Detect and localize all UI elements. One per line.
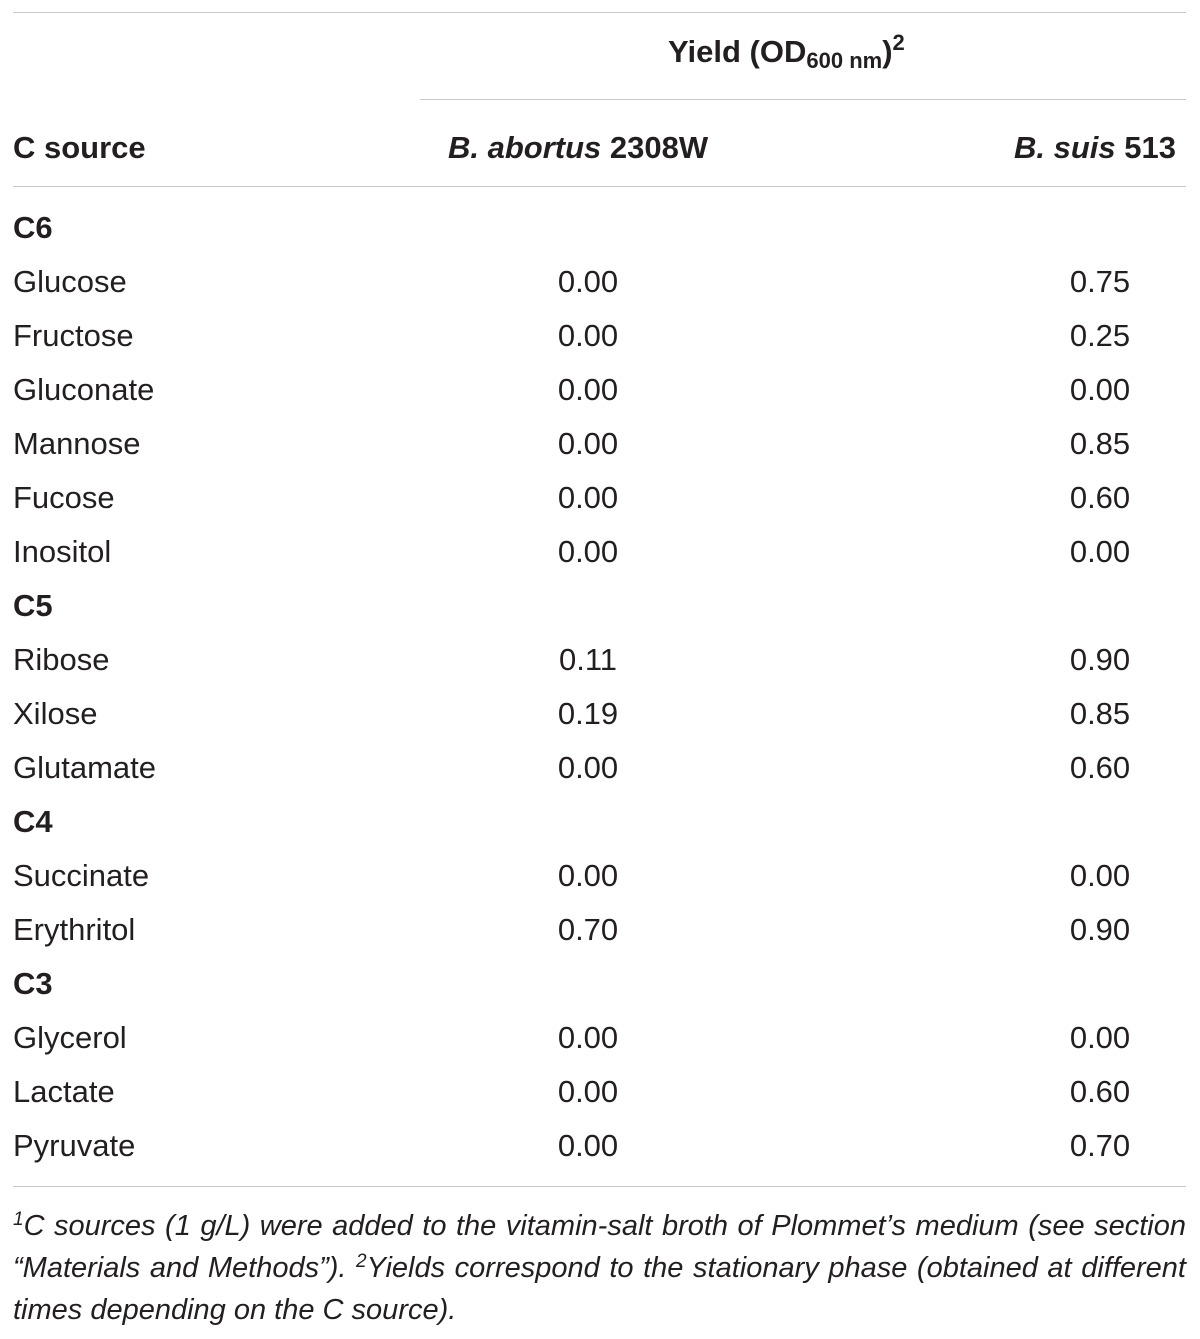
table-row-abortus-value: 0.00 <box>557 534 619 569</box>
group-label: C4 <box>13 804 53 839</box>
yield-span-rule <box>420 99 1186 100</box>
table-row-source: Inositol <box>13 534 112 569</box>
group-label: C5 <box>13 588 53 623</box>
yield-header <box>668 30 905 73</box>
table-row-source: Gluconate <box>13 372 155 407</box>
footnote-mark-1: 1 <box>13 1209 24 1230</box>
table-row-suis-value: 0.90 <box>1069 912 1131 947</box>
table-row-suis-value: 0.60 <box>1069 1074 1131 1109</box>
group-label: C6 <box>13 210 53 245</box>
footnote-text-2: Yields correspond to the stationary phase (obtained at different times depending on the C source). <box>13 1252 1186 1326</box>
column-header-b-abortus <box>448 132 708 163</box>
table-row-source: Glutamate <box>13 750 157 785</box>
group-label: C3 <box>13 966 53 1001</box>
table-row-abortus-value: 0.00 <box>557 372 619 407</box>
abortus-strain: 2308W <box>601 130 709 165</box>
table-row-suis-value: 0.70 <box>1069 1128 1131 1163</box>
table-footnote <box>13 1205 1186 1331</box>
table-row-abortus-value: 0.00 <box>557 264 619 299</box>
table-row-suis-value: 0.00 <box>1069 858 1131 893</box>
yield-subscript: 600 nm <box>806 48 883 73</box>
table-row-suis-value: 0.90 <box>1069 642 1131 677</box>
table-row-suis-value: 0.60 <box>1069 750 1131 785</box>
table-row-abortus-value: 0.00 <box>557 1074 619 1109</box>
table-row-source: Succinate <box>13 858 150 893</box>
table-row-abortus-value: 0.00 <box>557 858 619 893</box>
table-row-abortus-value: 0.19 <box>557 696 619 731</box>
table-row-abortus-value: 0.00 <box>557 480 619 515</box>
table-row-source: Pyruvate <box>13 1128 136 1163</box>
table-top-rule <box>13 12 1186 13</box>
table-row-source: Fructose <box>13 318 134 353</box>
column-header-c-source: C source <box>13 130 146 165</box>
footnote-text-1: C sources (1 g/L) were added to the vitamin-salt broth of Plommet’s medium (see section “Materials and Methods”). <box>13 1210 1186 1284</box>
suis-species: B. suis <box>1014 130 1116 165</box>
table-row-suis-value: 0.00 <box>1069 372 1131 407</box>
suis-strain: 513 <box>1115 130 1176 165</box>
table-row-abortus-value: 0.00 <box>557 1020 619 1055</box>
yield-superscript: 2 <box>892 30 905 55</box>
yield-label: Yield (OD <box>668 34 807 69</box>
table-row-suis-value: 0.85 <box>1069 426 1131 461</box>
table-row-source: Erythritol <box>13 912 136 947</box>
table-row-suis-value: 0.00 <box>1069 1020 1131 1055</box>
header-bottom-rule <box>13 186 1186 187</box>
footnote-mark-2: 2 <box>356 1251 367 1272</box>
table-row-source: Glucose <box>13 264 127 299</box>
table-row-source: Fucose <box>13 480 115 515</box>
table-bottom-rule <box>13 1186 1186 1187</box>
table-row-source: Mannose <box>13 426 141 461</box>
table-row-abortus-value: 0.70 <box>557 912 619 947</box>
table-row-suis-value: 0.00 <box>1069 534 1131 569</box>
table-row-abortus-value: 0.11 <box>558 642 618 677</box>
table-row-suis-value: 0.60 <box>1069 480 1131 515</box>
table-row-abortus-value: 0.00 <box>557 1128 619 1163</box>
table-row-abortus-value: 0.00 <box>557 318 619 353</box>
column-header-b-suis <box>1014 132 1176 163</box>
table-row-suis-value: 0.75 <box>1069 264 1131 299</box>
table-row-source: Xilose <box>13 696 98 731</box>
table-row-source: Ribose <box>13 642 110 677</box>
table-row-suis-value: 0.85 <box>1069 696 1131 731</box>
abortus-species: B. abortus <box>448 130 602 165</box>
table-row-source: Lactate <box>13 1074 115 1109</box>
table-row-abortus-value: 0.00 <box>557 750 619 785</box>
table-row-suis-value: 0.25 <box>1069 318 1131 353</box>
yield-close: ) <box>882 34 893 69</box>
table-row-source: Glycerol <box>13 1020 127 1055</box>
table-row-abortus-value: 0.00 <box>557 426 619 461</box>
